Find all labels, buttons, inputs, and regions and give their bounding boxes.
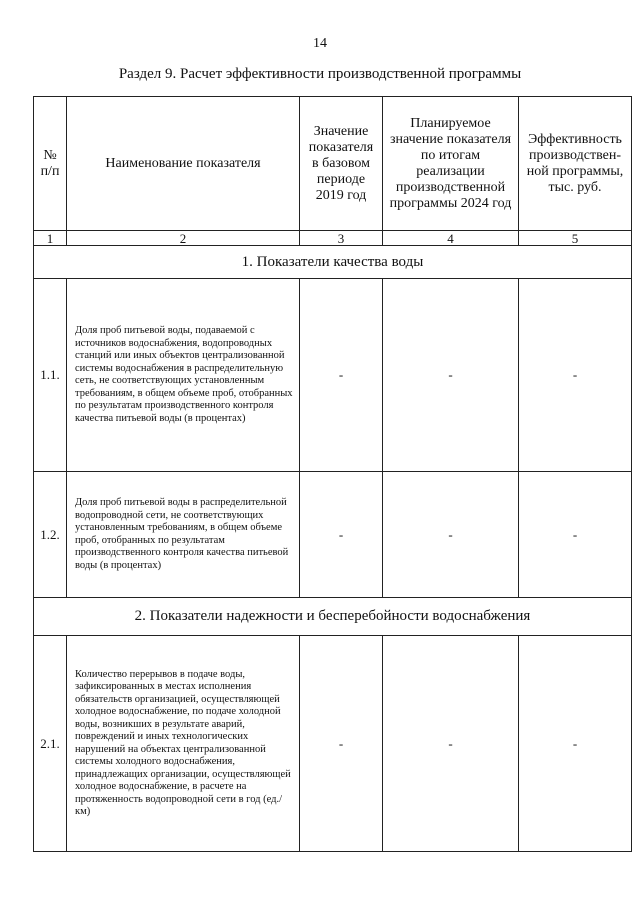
efficiency-value: - xyxy=(519,279,632,472)
page-number: 14 xyxy=(313,36,327,51)
table-row xyxy=(34,472,632,598)
table-row xyxy=(34,279,632,472)
header-efficiency: Эффективность производствен-ной программы, тыс. руб. xyxy=(519,97,632,231)
row-number: 2.1. xyxy=(34,636,67,852)
indicator-name: Доля проб питьевой воды в распределительной водопроводной сети, не соответствующих установленным требованиям, в общем объеме проб, отобранных по результатам производственного контроля качества питьевой воды (в процентах) xyxy=(67,472,300,598)
header-number: № п/п xyxy=(34,97,67,231)
section-row xyxy=(34,598,632,636)
efficiency-value: - xyxy=(519,636,632,852)
section-row xyxy=(34,246,632,279)
column-number: 2 xyxy=(67,231,300,246)
header-name: Наименование показателя xyxy=(67,97,300,231)
column-number: 1 xyxy=(34,231,67,246)
section-heading: 1. Показатели качества воды xyxy=(34,246,632,279)
header-base-value: Значение показателя в базовом периоде 2019 год xyxy=(300,97,383,231)
row-number: 1.2. xyxy=(34,472,67,598)
column-number: 5 xyxy=(519,231,632,246)
row-number: 1.1. xyxy=(34,279,67,472)
base-value: - xyxy=(300,472,383,598)
header-planned-value: Планируемое значение показателя по итогам реализации производственной программы 2024 год xyxy=(383,97,519,231)
base-value: - xyxy=(300,636,383,852)
indicator-name: Количество перерывов в подаче воды, зафиксированных в местах исполнения обязательств организацией, осуществляющей холодное водоснабжение, по подаче холодной воды, возникших в результате аварий, повреждений и иных технологических нарушений на объектах централизованной системы холодного водоснабжения, принадлежащих организации, осуществляющей холодное водоснабжение, в расчете на протяженность водопроводной сети в год (ед./км) xyxy=(67,636,300,852)
indicator-name: Доля проб питьевой воды, подаваемой с источников водоснабжения, водопроводных станций или иных объектов централизованной системы водоснабжения в распределительную сеть, не соответствующих установленным требованиям, в общем объеме проб, отобранных по результатам производственного контроля качества питьевой воды (в процентах) xyxy=(67,279,300,472)
efficiency-value: - xyxy=(519,472,632,598)
base-value: - xyxy=(300,279,383,472)
planned-value: - xyxy=(383,279,519,472)
section-title: Раздел 9. Расчет эффективности производственной программы xyxy=(118,66,522,82)
planned-value: - xyxy=(383,472,519,598)
column-number: 3 xyxy=(300,231,383,246)
table-row xyxy=(34,636,632,852)
section-heading: 2. Показатели надежности и бесперебойности водоснабжения xyxy=(34,598,632,636)
efficiency-table xyxy=(33,96,632,852)
table-header-row xyxy=(34,97,632,231)
column-number-row xyxy=(34,231,632,246)
column-number: 4 xyxy=(383,231,519,246)
planned-value: - xyxy=(383,636,519,852)
